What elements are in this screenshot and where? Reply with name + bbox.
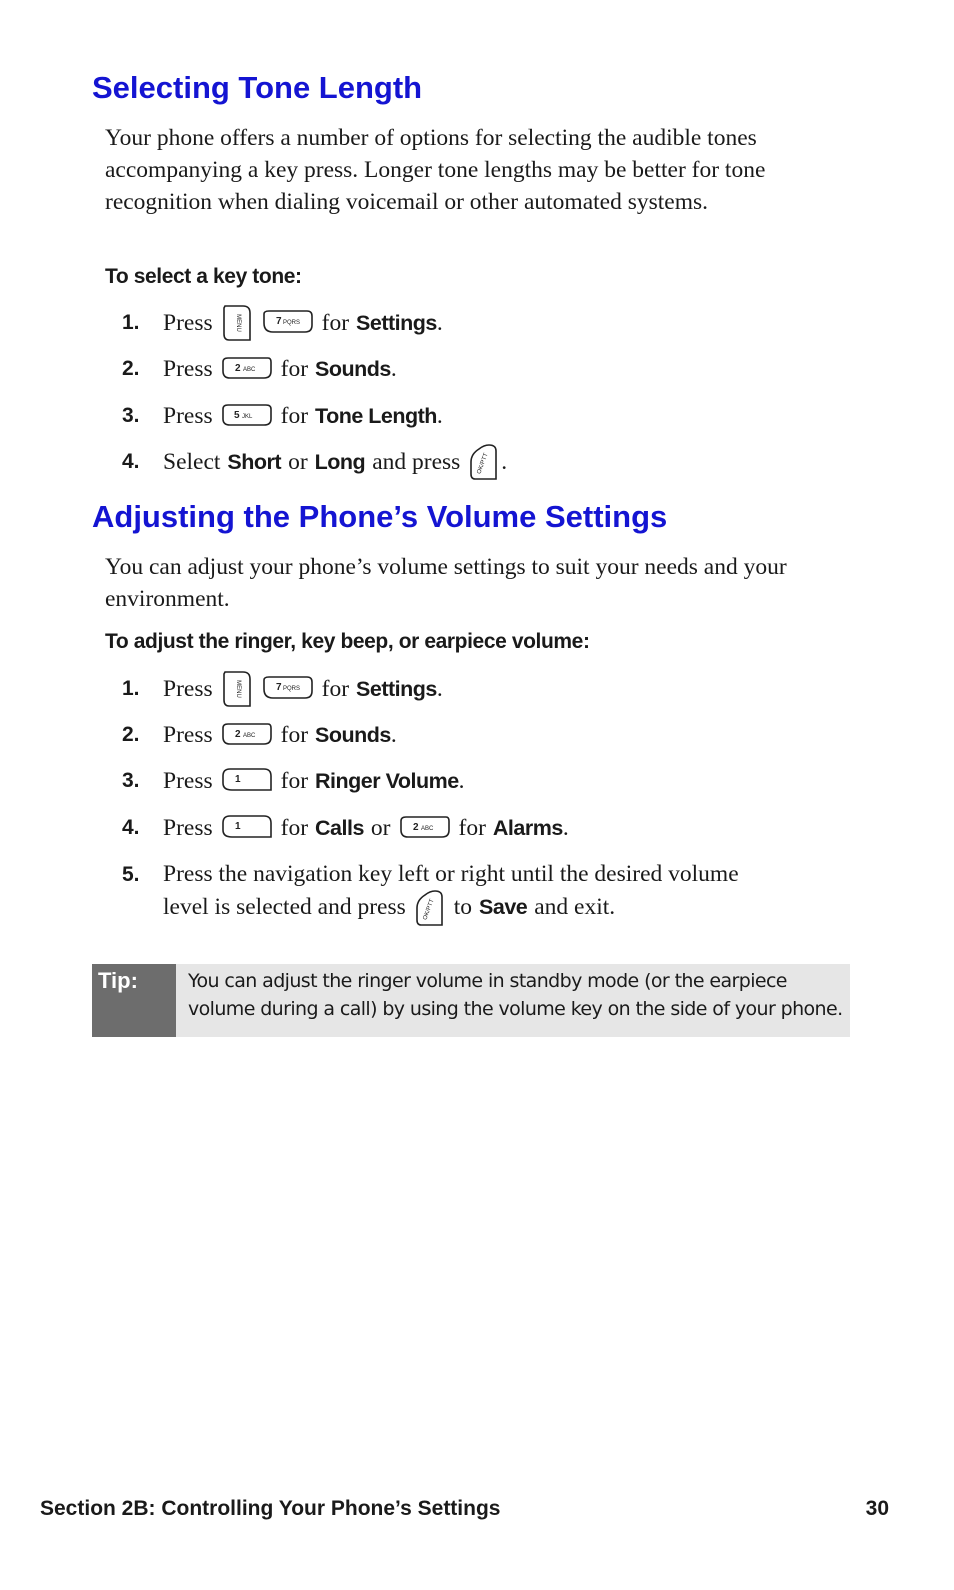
5-jkl-key-icon — [220, 401, 274, 431]
svg-text:OK/PTT: OK/PTT — [476, 452, 490, 475]
svg-text:OK/PTT: OK/PTT — [422, 897, 436, 921]
svg-text:2: 2 — [412, 822, 419, 833]
7-pqrs-key-icon — [261, 674, 315, 704]
step-press: Press — [163, 309, 213, 336]
1-key-icon — [220, 766, 274, 796]
volume-step-3: 3. Press 1 for Ringer Volume . — [122, 761, 465, 801]
step-target-sounds: Sounds — [315, 356, 391, 381]
tip-label: Tip: — [98, 968, 138, 993]
volume-step-2: 2. Press 2 ABC for Sounds . — [122, 715, 397, 755]
tip-text: You can adjust the ringer volume in standby mode (or the earpiece volume during a call) by using the volume key on the side of your phone. — [188, 970, 843, 1020]
step-for: for — [280, 721, 309, 748]
tip-box — [176, 964, 850, 1037]
step-number: 4. — [122, 450, 140, 473]
step5-line-2 — [122, 891, 862, 924]
step-target-settings: Settings — [356, 676, 437, 701]
step-press: Press — [163, 721, 213, 748]
1-key-icon — [220, 813, 274, 843]
svg-text:PQRS: PQRS — [282, 686, 300, 692]
svg-text:ABC: ABC — [242, 367, 255, 373]
7-pqrs-key-icon — [261, 308, 315, 338]
ok-key-icon — [467, 442, 501, 482]
tip-label-box — [92, 964, 176, 1037]
step-press: Press — [163, 675, 213, 702]
step-number: 5. — [122, 863, 140, 886]
step-for: for — [280, 402, 309, 429]
svg-text:1: 1 — [234, 821, 241, 832]
step-for: for — [280, 355, 309, 382]
option-long: Long — [314, 449, 366, 474]
page-number: 30 — [865, 1497, 889, 1520]
svg-text:JKL: JKL — [241, 414, 252, 420]
svg-text:1: 1 — [234, 774, 241, 785]
menu-key-icon — [220, 669, 254, 709]
tone-step-1: 1. Press MENU 7 PQRS for Settings . — [122, 303, 443, 343]
svg-text:2: 2 — [234, 729, 241, 740]
step5-line-1 — [122, 858, 862, 891]
step-for: for — [458, 814, 486, 841]
tone-length-intro: Your phone offers a number of options for selecting the audible tones accompanying a key press. Longer tone lengths may be better for tone recognition when dialing voicemail or other automated systems. — [105, 125, 766, 215]
step-and-press: and press — [372, 448, 461, 475]
step-to: to — [453, 894, 473, 920]
section-title-tone-length: Selecting Tone Length — [92, 70, 423, 105]
volume-step-5 — [122, 858, 862, 924]
step-for: for — [321, 675, 350, 702]
svg-text:ABC: ABC — [242, 733, 255, 739]
step-target-settings: Settings — [356, 310, 437, 335]
step-press: Press — [163, 355, 213, 382]
step5-text-2: level is selected and press — [163, 894, 406, 920]
svg-text:MENU: MENU — [234, 680, 241, 698]
step-target-tone-length: Tone Length — [315, 403, 437, 428]
step-select: Select — [163, 448, 221, 475]
step-number: 1. — [122, 677, 140, 700]
section-title-volume-settings: Adjusting the Phone’s Volume Settings — [92, 499, 668, 534]
tone-step-2: 2. Press 2 ABC for Sounds . — [122, 349, 397, 389]
footer-section-title: Section 2B: Controlling Your Phone’s Settings — [40, 1497, 501, 1520]
step-target-sounds: Sounds — [315, 722, 391, 747]
step-or: or — [370, 814, 391, 841]
step-number: 3. — [122, 769, 140, 792]
svg-text:MENU: MENU — [234, 314, 241, 332]
step-target-ringer-volume: Ringer Volume — [315, 768, 459, 793]
volume-subheading: To adjust the ringer, key beep, or earpiece volume: — [105, 630, 590, 653]
2-abc-key-icon — [220, 354, 274, 384]
svg-text:PQRS: PQRS — [282, 320, 300, 326]
step-target-alarms: Alarms — [492, 815, 563, 840]
volume-intro: You can adjust your phone’s volume settings to suit your needs and your environment. — [105, 554, 787, 612]
svg-text:7: 7 — [275, 682, 282, 693]
step-number: 3. — [122, 404, 140, 427]
option-short: Short — [227, 449, 282, 474]
step-and-exit: and exit. — [534, 894, 616, 920]
step-press: Press — [163, 402, 213, 429]
tone-step-3: 3. Press 5 JKL for Tone Length . — [122, 396, 443, 436]
volume-step-1: 1. Press MENU 7 PQRS for Settings . — [122, 669, 443, 709]
ok-key-icon — [413, 888, 447, 928]
svg-text:7: 7 — [275, 316, 282, 327]
step-number: 1. — [122, 311, 140, 334]
step-for: for — [321, 309, 350, 336]
step-press: Press — [163, 767, 213, 794]
step-press: Press — [163, 814, 213, 841]
step-for: for — [280, 767, 309, 794]
step-target-save: Save — [479, 895, 528, 919]
step-number: 2. — [122, 357, 140, 380]
step-number: 4. — [122, 816, 140, 839]
key-tone-subheading: To select a key tone: — [105, 265, 302, 288]
2-abc-key-icon — [220, 720, 274, 750]
tone-step-4: 4. Select Short or Long and press OK/PTT . — [122, 442, 507, 482]
step-or: or — [288, 448, 308, 475]
menu-key-icon — [220, 303, 254, 343]
step-target-calls: Calls — [315, 815, 364, 840]
step5-text-1: Press the navigation key left or right until the desired volume — [163, 861, 739, 887]
2-abc-key-icon — [398, 813, 452, 843]
volume-step-4: 4. Press 1 for Calls or 2 ABC for Alarms . — [122, 808, 569, 848]
svg-text:5: 5 — [233, 410, 240, 421]
svg-text:2: 2 — [234, 363, 241, 374]
step-for: for — [280, 814, 309, 841]
svg-text:ABC: ABC — [420, 826, 433, 832]
step-number: 2. — [122, 723, 140, 746]
